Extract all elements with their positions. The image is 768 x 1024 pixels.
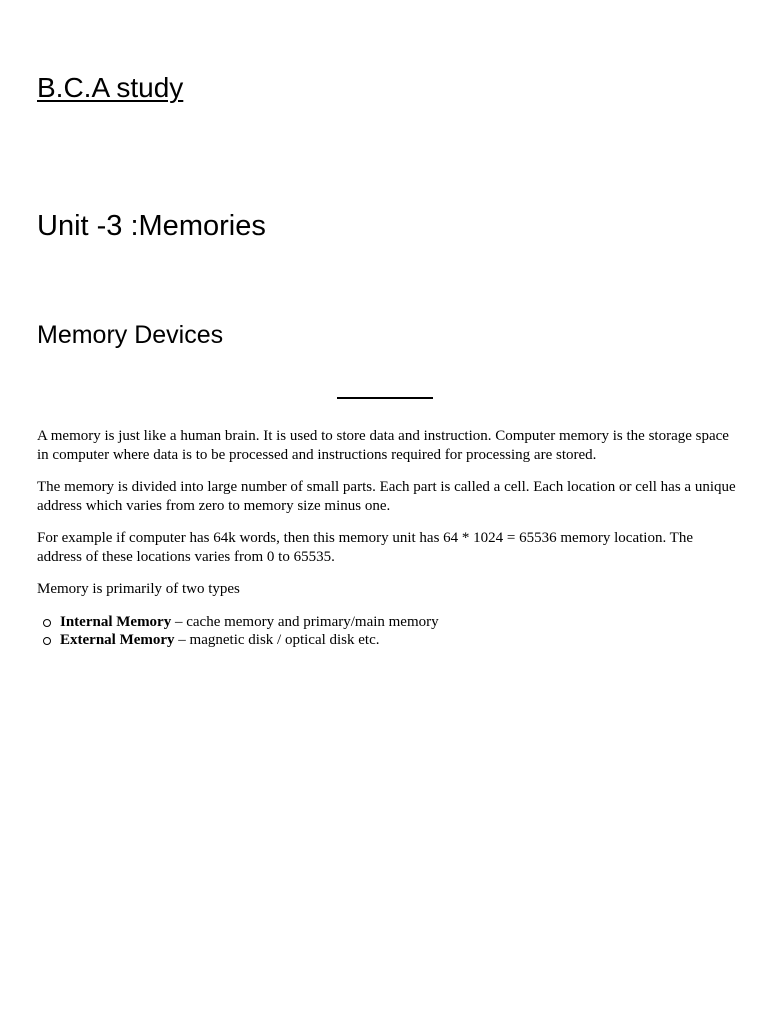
site-title[interactable]: B.C.A study (37, 72, 184, 103)
paragraph-memory-definition: A memory is just like a human brain. It is used to store data and instruction. Computer memory is the storage space in computer where data is to be processed and instructions required for processing are stored. (37, 428, 729, 463)
hollow-circle-icon (43, 619, 51, 627)
memory-type-term: Internal Memory (60, 613, 172, 630)
memory-type-term: External Memory (60, 632, 175, 648)
list-item-external-memory (37, 631, 737, 650)
memory-types-list (37, 613, 737, 650)
list-item-internal-memory (37, 613, 737, 632)
document-body (37, 427, 737, 650)
memory-type-description: – cache memory and primary/main memory (171, 613, 439, 630)
section-divider (337, 397, 433, 399)
paragraph-memory-example: For example if computer has 64k words, then this memory unit has 64 * 1024 = 65536 memory location. The address of these locations varies from 0 to 65535. (37, 530, 693, 565)
unit-title: Unit -3 :Memories (37, 210, 266, 242)
memory-type-description: – magnetic disk / optical disk etc. (174, 632, 380, 648)
hollow-circle-icon (43, 637, 51, 645)
section-title: Memory Devices (37, 321, 224, 349)
paragraph-memory-cells: The memory is divided into large number of small parts. Each part is called a cell. Each location or cell has a unique address which varies from zero to memory size minus one. (37, 479, 736, 514)
paragraph-memory-types-intro: Memory is primarily of two types (37, 581, 240, 597)
